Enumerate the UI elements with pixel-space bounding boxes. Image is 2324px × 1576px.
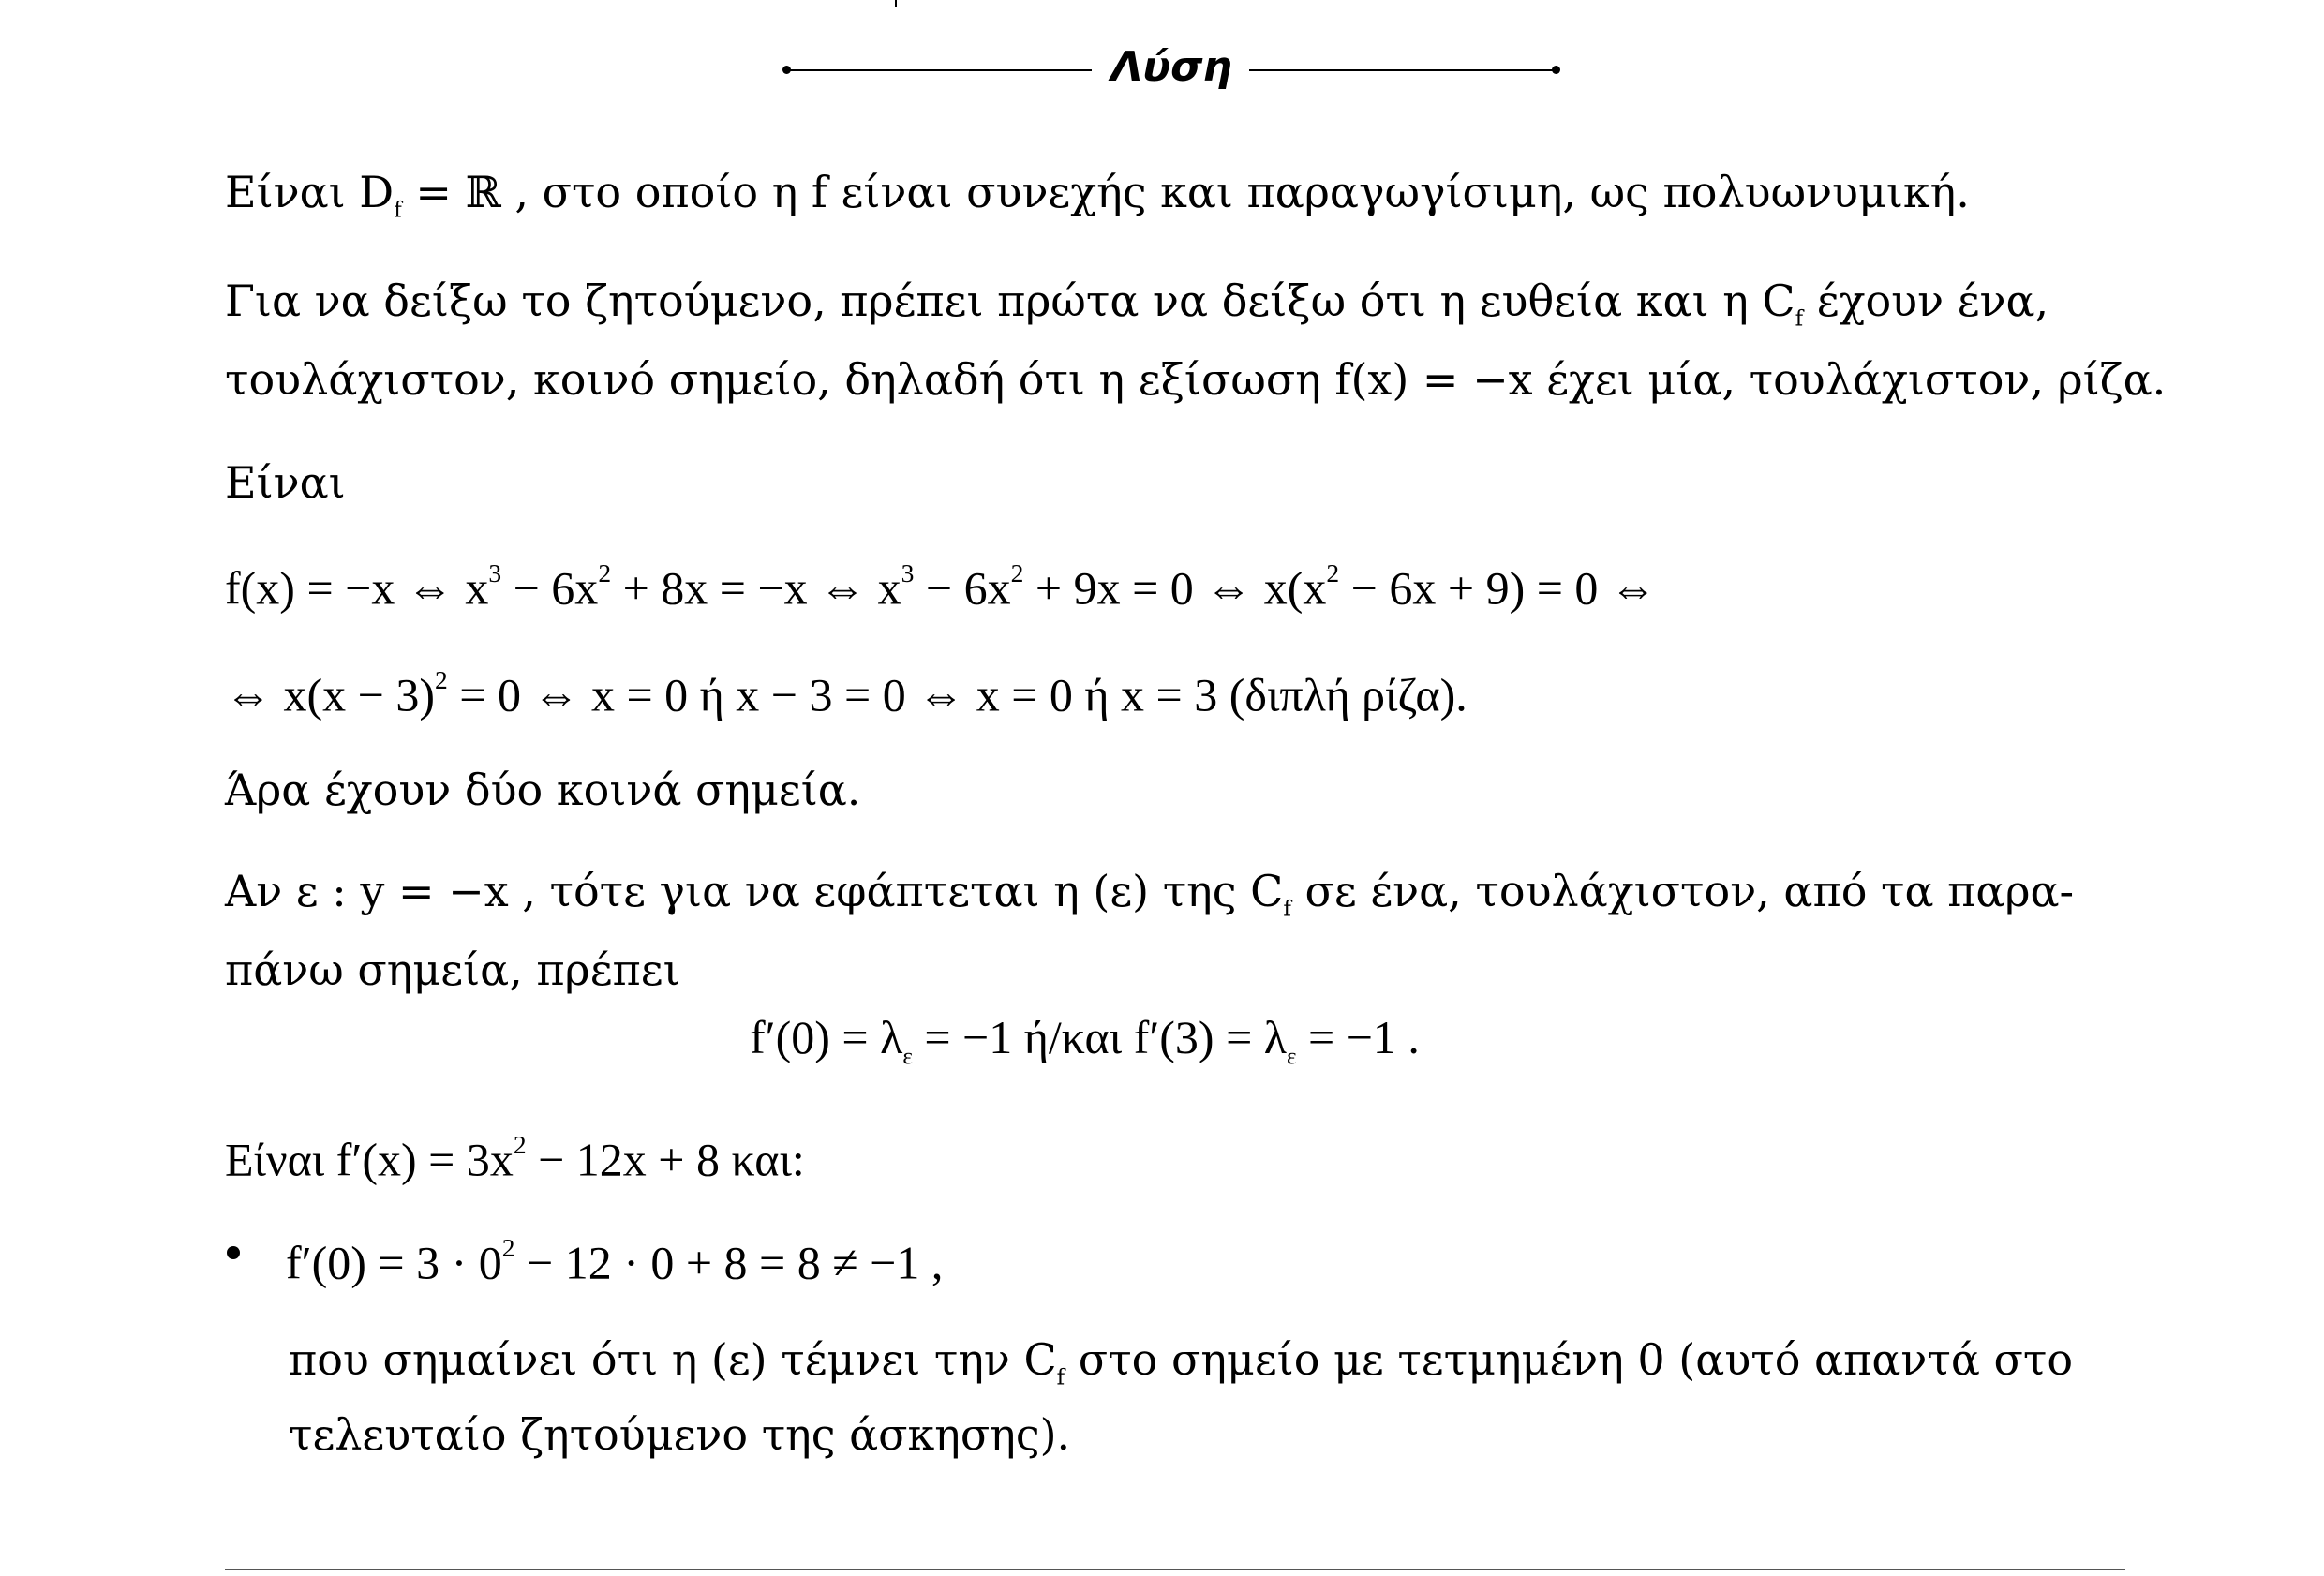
- equation-line-2: ⇔ $x(x - 3)^2 = 0$ ⇔ x = 0 ή x − 3 = 0 ⇔ x = 0 ή x = 3 (διπλή ρίζα).: [225, 665, 1467, 721]
- heading-left-rule: [786, 69, 1092, 71]
- paragraph-intersects-line1: που σημαίνει ότι η (ε) τέμνει την $C_f$ στο σημείο με τετμημένη 0 (αυτό απαντά στο: [289, 1334, 2074, 1390]
- top-cut-mark: [895, 0, 897, 7]
- equation-derivative: Είναι $f'(x) = 3x^2 - 12x + 8$ και:: [225, 1130, 805, 1186]
- paragraph-einai: Είναι: [225, 457, 346, 508]
- equation-condition: $f'(0) = \lambda_\varepsilon = -1$ ή/και $f'(3) = \lambda_\varepsilon = -1$ .: [750, 1011, 1420, 1070]
- bullet-point: [227, 1246, 240, 1259]
- heading-title: Λύση: [1110, 43, 1232, 91]
- paragraph-tangent-line2: πάνω σημεία, πρέπει: [225, 944, 680, 995]
- paragraph-domain: Είναι $D_f$ = ℝ , στο οποίο η f είναι συνεχής και παραγωγίσιμη, ως πολυωνυμική.: [225, 167, 1970, 223]
- equation-line-1: f(x) = −x ⇔ $x^3 - 6x^2 + 8x = -x$ ⇔ $x^3 - 6x^2 + 9x = 0$ ⇔ $x(x^2 - 6x + 9) = 0$ ⇔: [225, 558, 1657, 615]
- paragraph-goal-line1: Για να δείξω το ζητούμενο, πρέπει πρώτα να δείξω ότι η ευθεία και η $C_f$ έχουν ένα,: [225, 275, 2049, 332]
- paragraph-intersects-line2: τελευταίο ζητούμενο της άσκησης).: [289, 1409, 1071, 1460]
- paragraph-goal-line2: τουλάχιστον, κοινό σημείο, δηλαδή ότι η εξίσωση f(x) = −x έχει μία, τουλάχιστον, ρίζα.: [225, 354, 2167, 405]
- heading-right-dot: [1552, 66, 1560, 74]
- paragraph-common-points: Άρα έχουν δύο κοινά σημεία.: [225, 765, 861, 815]
- equation-f-prime-zero: $f'(0) = 3 \cdot 0^2 - 12 \cdot 0 + 8 = 8 \ne -1$ ,: [286, 1233, 944, 1289]
- solution-heading: [782, 37, 1560, 103]
- heading-right-rule: [1249, 69, 1557, 71]
- bottom-rule: [225, 1569, 2125, 1570]
- paragraph-tangent-line1: Αν ε : y = −x , τότε για να εφάπτεται η (ε) της $C_f$ σε ένα, τουλάχιστον, από τα παρα-: [225, 866, 2075, 922]
